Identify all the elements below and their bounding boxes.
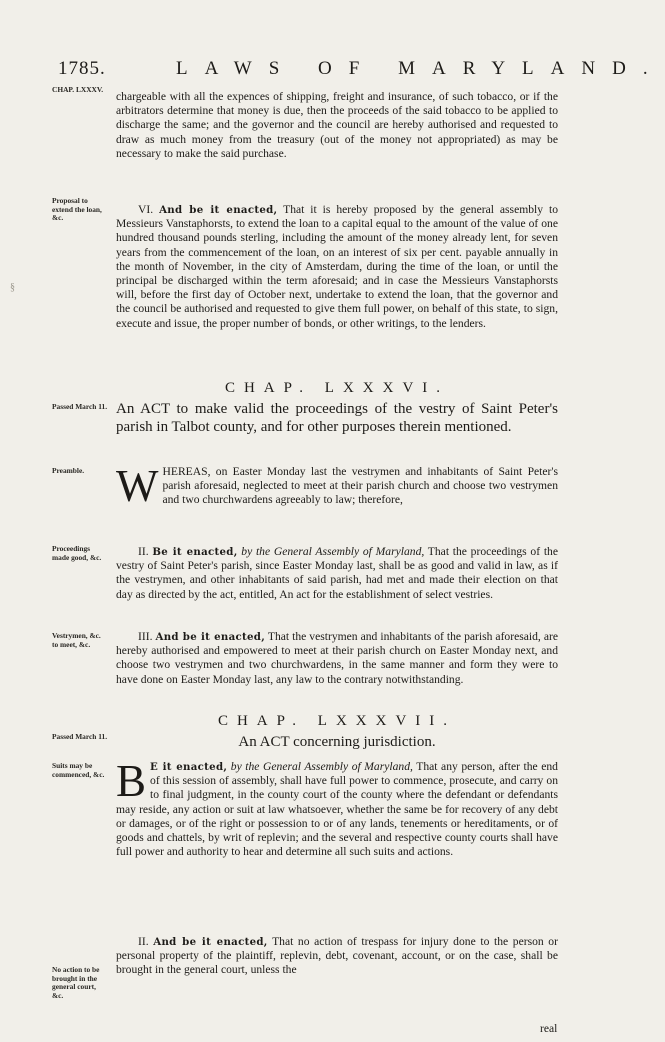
chap86-s3-paragraph (116, 630, 558, 687)
chap86-s2-by: by the General Assembly of Maryland, (241, 545, 425, 558)
margin-note-passed-86: Passed March 11. (52, 402, 108, 411)
section-6 (116, 203, 558, 331)
chap85-tail-text: chargeable with all the expences of shipping, freight and insurance, of such tobacco, or if the arbitrators determine that money is due, then the proceeds of the said tobacco to be applied to discharge the same; and the governor and the council are hereby authorised and requested to draw as much money from the treasury (out of the money not appropriated) as may be necessary to make the said purchase. (116, 90, 558, 160)
section-6-enact: And be it enacted, (159, 204, 278, 216)
chap86-heading: CHAP. LXXXVI. (224, 380, 450, 396)
chap86-preamble-text: HEREAS, on Easter Monday last the vestrymen and inhabitants of Saint Peter's parish aforesaid, neglected to meet at their parish church and choose two vestrymen and two churchwardens agreeably to law; therefore, (162, 465, 558, 507)
margin-note-passed-87: Passed March 11. (52, 732, 108, 741)
chap87-heading: CHAP. LXXXVII. (217, 713, 457, 729)
chap87-s2-paragraph (116, 935, 558, 978)
running-title: LAWS OF MARYLAND. (176, 58, 665, 79)
chap86-s2-enact: Be it enacted, (152, 546, 238, 558)
chap86-s3-text: That the vestrymen and inhabitants of the parish aforesaid, are hereby authorised and empowered to meet at their parish church on Easter Monday next, and choose two vestrymen and two churchwardens, in the same manner and form they were to have done on Easter Monday last, any law to the contrary notwithstanding. (116, 630, 558, 686)
chap86-s2-num: II. (138, 545, 149, 558)
margin-note-proceedings: Proceedings made good, &c. (52, 544, 102, 562)
chap86-preamble-paragraph (116, 461, 558, 511)
chap87-s1-by: by the General Assembly of Maryland, (230, 760, 413, 773)
chap87-section-1 (116, 756, 558, 859)
chap86-section-3 (116, 630, 558, 687)
margin-note-suits: Suits may be commenced, &c. (52, 761, 105, 779)
chap86-s3-num: III. (138, 630, 153, 643)
chap85-tail (116, 90, 558, 161)
chap86-title: An ACT to make valid the proceedings of the vestry of Saint Peter's parish in Talbot county, and for other purposes therein mentioned. (116, 401, 558, 435)
chap87-s1-text: That any person, after the end of this session of assembly, shall have full power to commence, prosecute, and carry on to final judgment, in the county court of the county where the defendant or defendants may reside, any action or suit at law whatsoever, whether the same be for recovery of any debt or damages, or of the right or possession to or of any lands, tenements or hereditaments, or of goods and chattels, by writ of replevin; and the several and respective county courts shall have full power and authority to hear and determine all such suits and actions. (116, 760, 558, 859)
chap86-s2-paragraph (116, 545, 558, 602)
catchword: real (540, 1022, 558, 1035)
margin-note-loan: Proposal to extend the loan, &c. (52, 196, 102, 223)
chap87-s1-paragraph (116, 756, 558, 859)
chap86-section-2 (116, 545, 558, 602)
margin-mark-icon: § (10, 282, 15, 293)
chap87-s2-text: That no action of trespass for injury done to the person or personal property of the plaintiff, replevin, debt, covenant, account, or on the case, shall be brought in the general court, unless the (116, 935, 558, 977)
page-header (58, 58, 665, 82)
page-year: 1785. (58, 58, 106, 79)
margin-note-preamble: Preamble. (52, 466, 85, 475)
chap86-preamble (116, 461, 558, 511)
section-6-paragraph (116, 203, 558, 331)
section-6-num: VI. (138, 203, 154, 216)
chap87-section-2 (116, 935, 558, 978)
chap87-title: An ACT concerning jurisdiction. (238, 734, 436, 750)
chap87-s2-enact: And be it enacted, (153, 936, 268, 948)
chap86-s2-text: That the proceedings of the vestry of Saint Peter's parish, since Easter Monday last, shall be as good and valid in law, as if the vestrymen, and other inhabitants of said parish, had met and made their election on that day as directed by the act, entitled, An act for the establishment of select vestries. (116, 545, 558, 601)
section-6-text: That it is hereby proposed by the general assembly to Messieurs Vanstaphorsts, to extend the loan to a capital equal to the amount of the value of one hundred thousand pounds sterling, including the amount of the money already lent, for seven years from the commencement of the loan, on an interest of six per cent. payable annually in the month of November, in the city of Amsterdam, during the time of the loan, or until the principal be discharged within the term aforesaid; and in case the Messieurs Vanstaphorsts will, before the first day of October next, undertake to extend the loan, that the governor and the council be authorised and requested to give them full power, on behalf of this state, to sign, execute and issue, the proper number of bonds, or other writings, to the lenders. (116, 203, 558, 330)
dropcap-b: B (116, 756, 147, 806)
chap87-s1-enact: E it enacted, (150, 761, 228, 773)
chap86-s3-enact: And be it enacted, (155, 631, 266, 643)
margin-note-vestrymen: Vestrymen, &c. to meet, &c. (52, 631, 101, 649)
dropcap-w: W (116, 461, 159, 511)
margin-chap-ref: CHAP. LXXXV. (52, 85, 104, 94)
margin-note-no-action: No action to be brought in the general court, &c. (52, 965, 100, 1000)
chap87-s2-num: II. (138, 935, 149, 948)
